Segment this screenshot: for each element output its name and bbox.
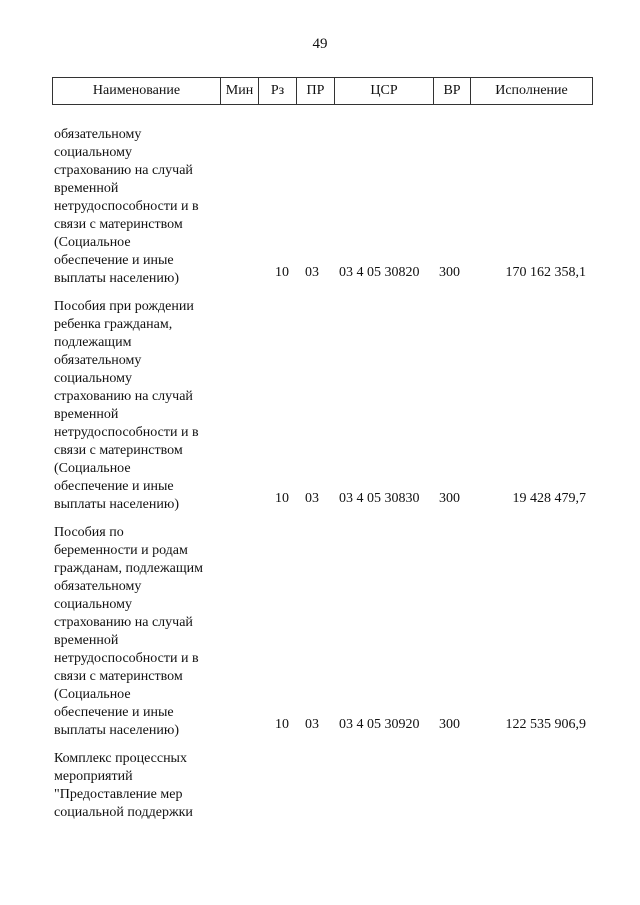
header-min: Мин bbox=[221, 78, 259, 104]
row-csr: 03 4 05 30820 bbox=[339, 265, 420, 280]
row-execution: 19 428 479,7 bbox=[512, 491, 586, 506]
row-csr: 03 4 05 30830 bbox=[339, 491, 420, 506]
row-name: обязательному социальному страхованию на случай временной нетрудоспособности и в связи с материнством (Социальное обеспечение и иные выплаты населению) bbox=[54, 127, 199, 286]
row-execution: 170 162 358,1 bbox=[505, 265, 586, 280]
row-name: Комплекс процессных мероприятий "Предоставление мер социальной поддержки bbox=[54, 751, 193, 820]
row-pr: 03 bbox=[305, 491, 319, 506]
header-name: Наименование bbox=[53, 78, 221, 104]
row-csr: 03 4 05 30920 bbox=[339, 717, 420, 732]
header-rz: Рз bbox=[259, 78, 297, 104]
row-vr: 300 bbox=[439, 265, 460, 280]
row-rz: 10 bbox=[275, 265, 289, 280]
header-vr: ВР bbox=[434, 78, 471, 104]
header-pr: ПР bbox=[297, 78, 335, 104]
row-vr: 300 bbox=[439, 491, 460, 506]
table-header bbox=[52, 77, 593, 105]
row-rz: 10 bbox=[275, 717, 289, 732]
header-execution: Исполнение bbox=[495, 83, 568, 98]
row-pr: 03 bbox=[305, 265, 319, 280]
row-execution: 122 535 906,9 bbox=[505, 717, 586, 732]
header-csr: ЦСР bbox=[335, 78, 434, 104]
row-pr: 03 bbox=[305, 717, 319, 732]
page-number: 49 bbox=[312, 36, 328, 52]
row-name: Пособия при рождении ребенка гражданам, подлежащим обязательному социальному страхованию на случай временной нетрудоспособности и в связи с материнством (Социальное обеспечение и иные выплаты населению) bbox=[54, 299, 199, 512]
row-rz: 10 bbox=[275, 491, 289, 506]
row-name: Пособия по беременности и родам гражданам, подлежащим обязательному социальному страхованию на случай временной нетрудоспособности и в связи с материнством (Социальное обеспечение и иные выплаты населению) bbox=[54, 525, 203, 738]
row-vr: 300 bbox=[439, 717, 460, 732]
